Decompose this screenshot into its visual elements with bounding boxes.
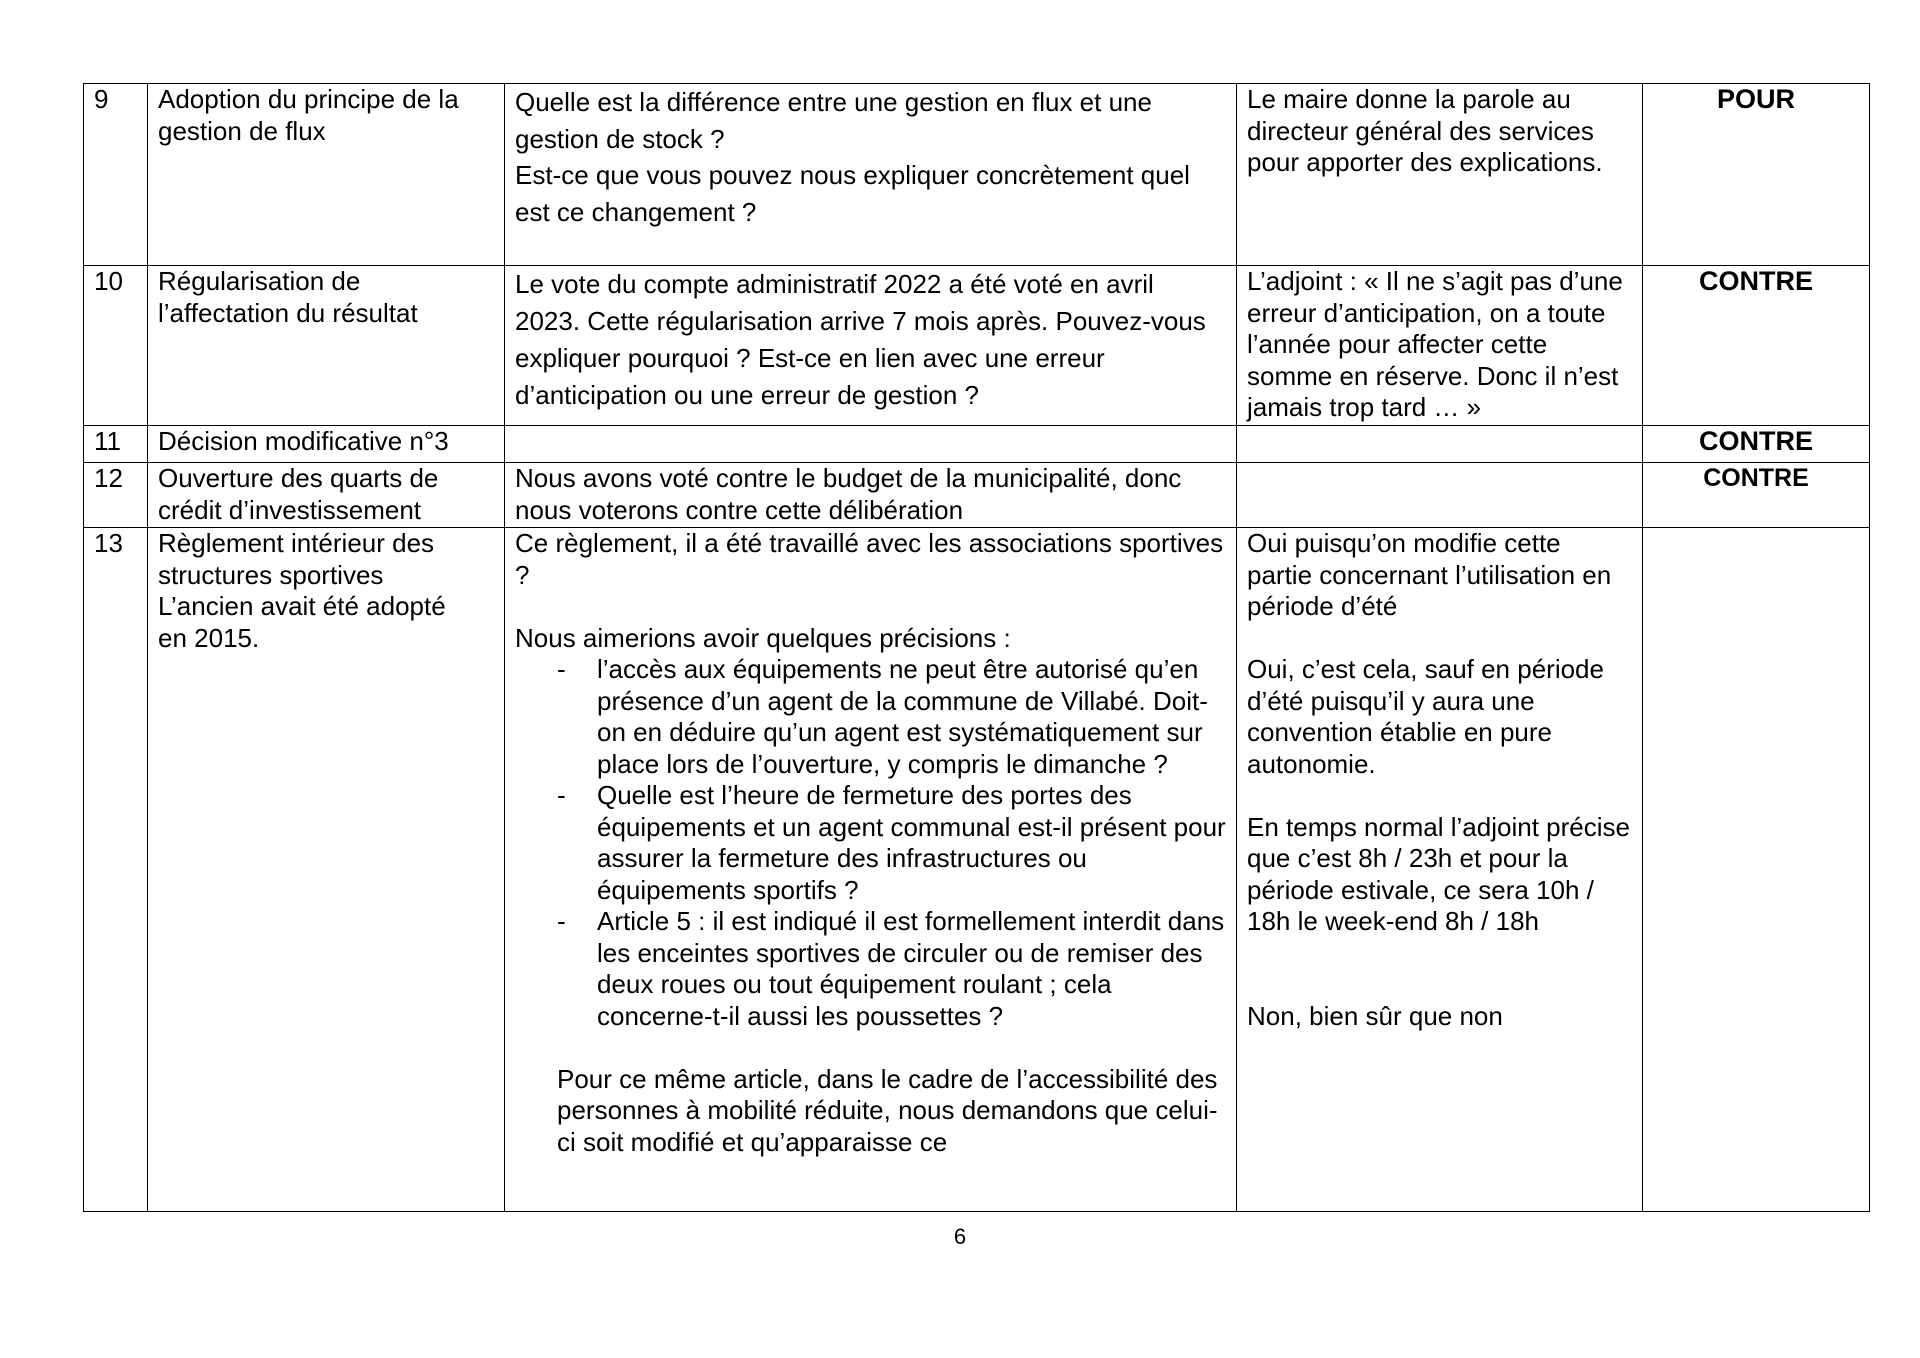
item-number: 12 bbox=[84, 463, 148, 528]
item-title bbox=[148, 84, 505, 266]
question-text: Pour ce même article, dans le cadre de l’accessibilité des personnes à mobilité réduite, nous demandons que celui-ci soit modifié et qu’apparaisse ce bbox=[557, 1063, 1218, 1157]
page-number: 6 bbox=[953, 1224, 967, 1249]
item-title-line: crédit d’investissement bbox=[158, 494, 421, 525]
item-number: 9 bbox=[84, 84, 148, 266]
item-title-line: gestion de flux bbox=[158, 115, 326, 146]
list-item: - l’accès aux équipements ne peut être autorisé qu’en présence d’un agent de la commune de Villabé. Doit-on en déduire qu’un agent est systématiquement sur place lors de l’ouverture, y compris le dimanche ? bbox=[557, 654, 1226, 780]
vote-cell bbox=[1643, 528, 1870, 1212]
question-text: Le vote du compte administratif 2022 a été voté en avril 2023. Cette régularisation arrive 7 mois après. Pouvez-vous expliquer pourquoi ? Est-ce en lien avec une erreur d’anticipation ou une erreur de gestion ? bbox=[515, 269, 1206, 410]
answer-text: Non, bien sûr que non bbox=[1247, 1000, 1503, 1031]
item-title bbox=[148, 463, 505, 528]
item-title bbox=[148, 426, 505, 463]
answer-text: Le maire donne la parole au directeur général des services pour apporter des explications. bbox=[1247, 84, 1603, 177]
question-text: Nous avons voté contre le budget de la municipalité, donc nous voterons contre cette délibération bbox=[515, 463, 1182, 525]
item-title-line: l’affectation du résultat bbox=[158, 297, 418, 328]
list-item: - Quelle est l’heure de fermeture des portes des équipements et un agent communal est-il présent pour assurer la fermeture des infrastructures ou équipements sportifs ? bbox=[557, 780, 1226, 906]
item-title-line: Adoption du principe de la bbox=[158, 84, 459, 114]
table-row bbox=[84, 426, 1870, 463]
answer-text: L’adjoint : « Il ne s’agit pas d’une erreur d’anticipation, on a toute l’année pour affecter cette somme en réserve. Donc il n’est jamais trop tard … » bbox=[1247, 266, 1623, 422]
question-cell bbox=[505, 463, 1237, 528]
answer-cell bbox=[1237, 266, 1643, 426]
question-text: Ce règlement, il a été travaillé avec les associations sportives ? bbox=[515, 528, 1224, 590]
list-item: - Article 5 : il est indiqué il est formellement interdit dans les enceintes sportives de circuler ou de remiser des deux roues ou tout équipement roulant ; cela concerne-t-il aussi les poussettes ? bbox=[557, 906, 1226, 1032]
item-title-line: en 2015. bbox=[158, 622, 260, 653]
item-title-line: Décision modificative n°3 bbox=[158, 426, 449, 456]
answer-text: Oui puisqu’on modifie cette partie concernant l’utilisation en période d’été bbox=[1247, 528, 1612, 621]
item-number: 11 bbox=[84, 426, 148, 463]
answer-cell bbox=[1237, 84, 1643, 266]
item-number: 10 bbox=[84, 266, 148, 426]
vote-cell: CONTRE bbox=[1643, 426, 1870, 463]
answer-text: En temps normal l’adjoint précise que c’est 8h / 23h et pour la période estivale, ce sera 10h / 18h le week-end 8h / 18h bbox=[1247, 811, 1630, 936]
vote-cell: POUR bbox=[1643, 84, 1870, 266]
question-cell bbox=[505, 426, 1237, 463]
question-cell bbox=[505, 528, 1237, 1212]
answer-text: Oui, c’est cela, sauf en période d’été puisqu’il y aura une convention établie en pure autonomie. bbox=[1247, 654, 1604, 779]
item-title-line: Régularisation de bbox=[158, 266, 361, 296]
question-text: Quelle est la différence entre une gestion en flux et une gestion de stock ? bbox=[515, 87, 1152, 154]
question-text: Nous aimerions avoir quelques précisions : bbox=[515, 622, 1011, 653]
minutes-table bbox=[83, 83, 1870, 1212]
item-title-line: Règlement intérieur des bbox=[158, 528, 435, 558]
table-row bbox=[84, 528, 1870, 1212]
question-text: Est-ce que vous pouvez nous expliquer concrètement quel est ce changement ? bbox=[515, 160, 1190, 227]
item-title bbox=[148, 528, 505, 1212]
answer-cell bbox=[1237, 528, 1643, 1212]
item-title bbox=[148, 266, 505, 426]
item-title-line: L’ancien avait été adopté bbox=[158, 591, 446, 621]
answer-cell bbox=[1237, 426, 1643, 463]
item-title-line: Ouverture des quarts de bbox=[158, 463, 439, 493]
item-number: 13 bbox=[84, 528, 148, 1212]
question-list bbox=[515, 654, 1226, 1032]
question-cell bbox=[505, 266, 1237, 426]
table-row bbox=[84, 266, 1870, 426]
vote-cell: CONTRE bbox=[1643, 463, 1870, 528]
vote-cell: CONTRE bbox=[1643, 266, 1870, 426]
answer-cell bbox=[1237, 463, 1643, 528]
table-row bbox=[84, 84, 1870, 266]
table-row bbox=[84, 463, 1870, 528]
question-cell bbox=[505, 84, 1237, 266]
item-title-line: structures sportives bbox=[158, 559, 384, 590]
